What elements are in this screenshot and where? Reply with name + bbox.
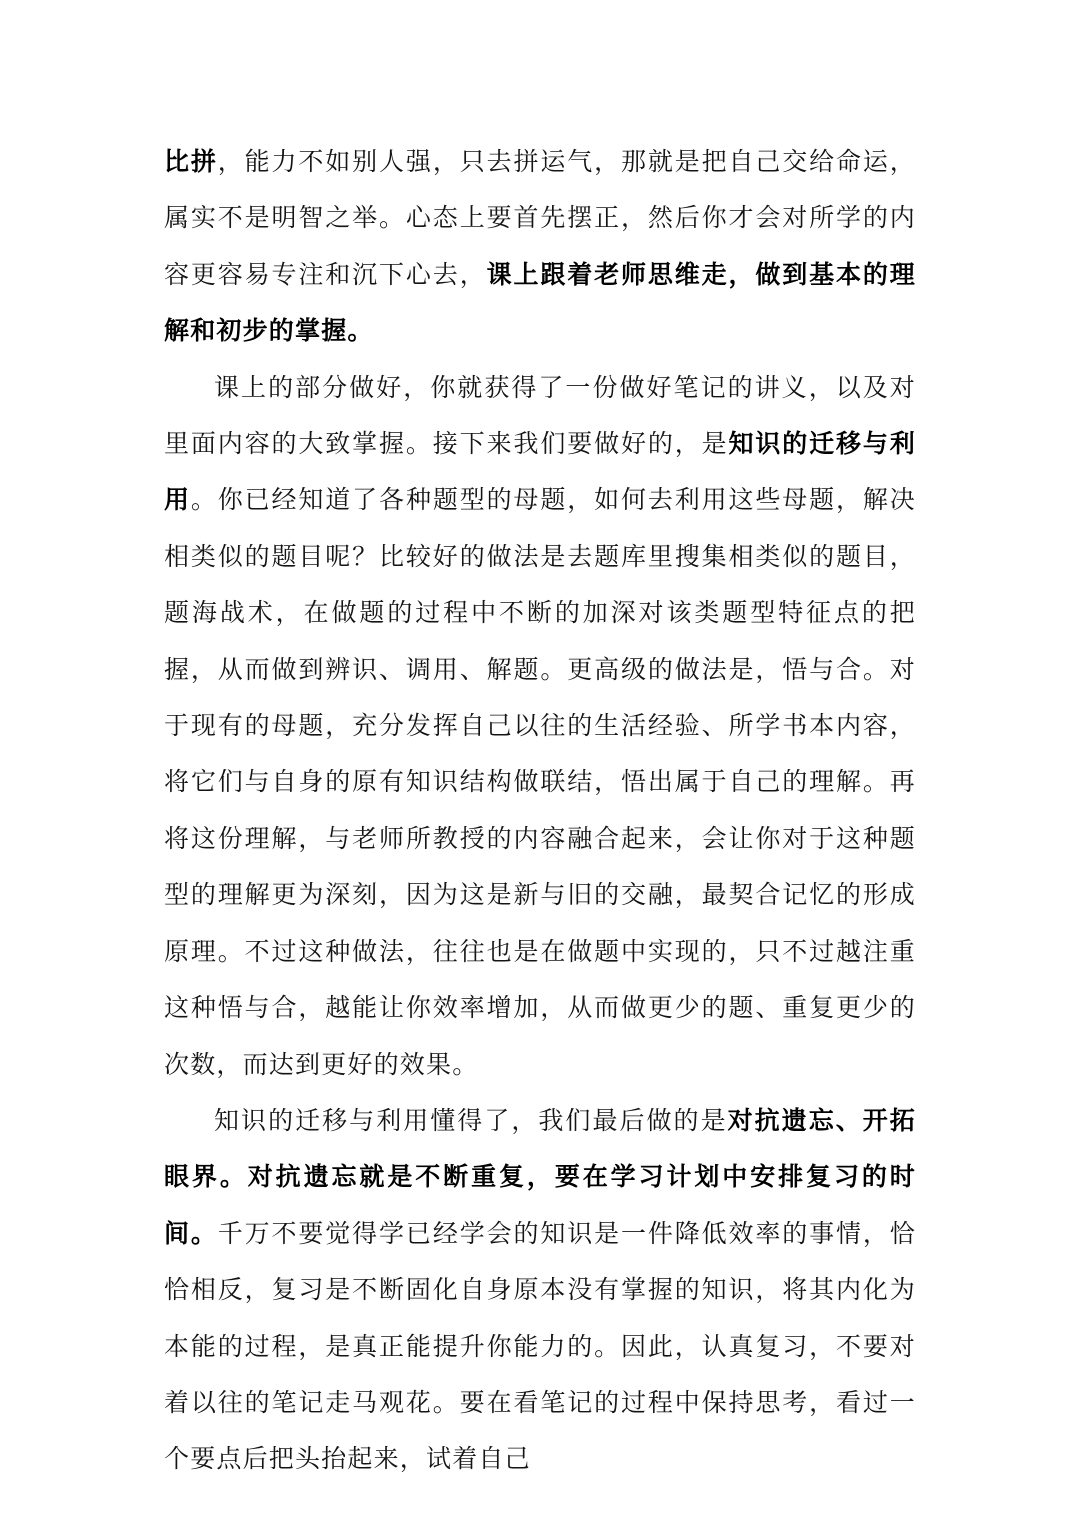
text-run-bold: 比拼	[164, 147, 218, 176]
text-run: 知识的迁移与利用懂得了，我们最后做的是	[214, 1105, 728, 1135]
text-run: ，能力不如别人强，只去拼运气，那就是把自己交给命运，属实不是明智之举。心态上要首先摆正，然后你才会对所学的内容更容易专注和沉下心去，	[164, 147, 916, 289]
text-run: 课上的部分做好，你就获得了一份做好笔记的讲义，以及对里面内容的大致掌握。接下来我们要做好的，是	[164, 372, 916, 459]
text-run: 。你已经知道了各种题型的母题，如何去利用这些母题，解决相类似的题目呢？比较好的做法是去题库里搜集相类似的题目，题海战术，在做题的过程中不断的加深对该类题型特征点的把握，从而做到辨识、调用、解题。更高级的做法是，悟与合。对于现有的母题，充分发挥自己以往的生活经验、所学书本内容，将它们与自身的原有知识结构做联结，悟出属于自己的理解。再将这份理解，与老师所教授的内容融合起来，会让你对于这种题型的理解更为深刻，因为这是新与旧的交融，最契合记忆的形成原理。不过这种做法，往往也是在做题中实现的，只不过越注重这种悟与合，越能让你效率增加，从而做更少的题、重复更少的次数，而达到更好的效果。	[164, 485, 917, 1079]
document-page	[164, 134, 916, 1488]
paragraph-2	[164, 360, 916, 1093]
paragraph-3	[164, 1093, 916, 1488]
paragraph-1	[164, 134, 916, 360]
text-run-bold: 课上跟着老师思维走，做到基本的理解和初步的掌握。	[164, 259, 916, 346]
text-run: 千万不要觉得学已经学会的知识是一件降低效率的事情，恰恰相反，复习是不断固化自身原本没有掌握的知识，将其内化为本能的过程，是真正能提升你能力的。因此，认真复习，不要对着以往的笔记走马观花。要在看笔记的过程中保持思考，看过一个要点后把头抬起来，试着自己	[164, 1218, 916, 1474]
text-run-bold: 知识的迁移与利用	[164, 429, 917, 515]
text-run-bold: 对抗遗忘、开拓眼界。对抗遗忘就是不断重复，要在学习计划中安排复习的时间。	[164, 1105, 916, 1248]
